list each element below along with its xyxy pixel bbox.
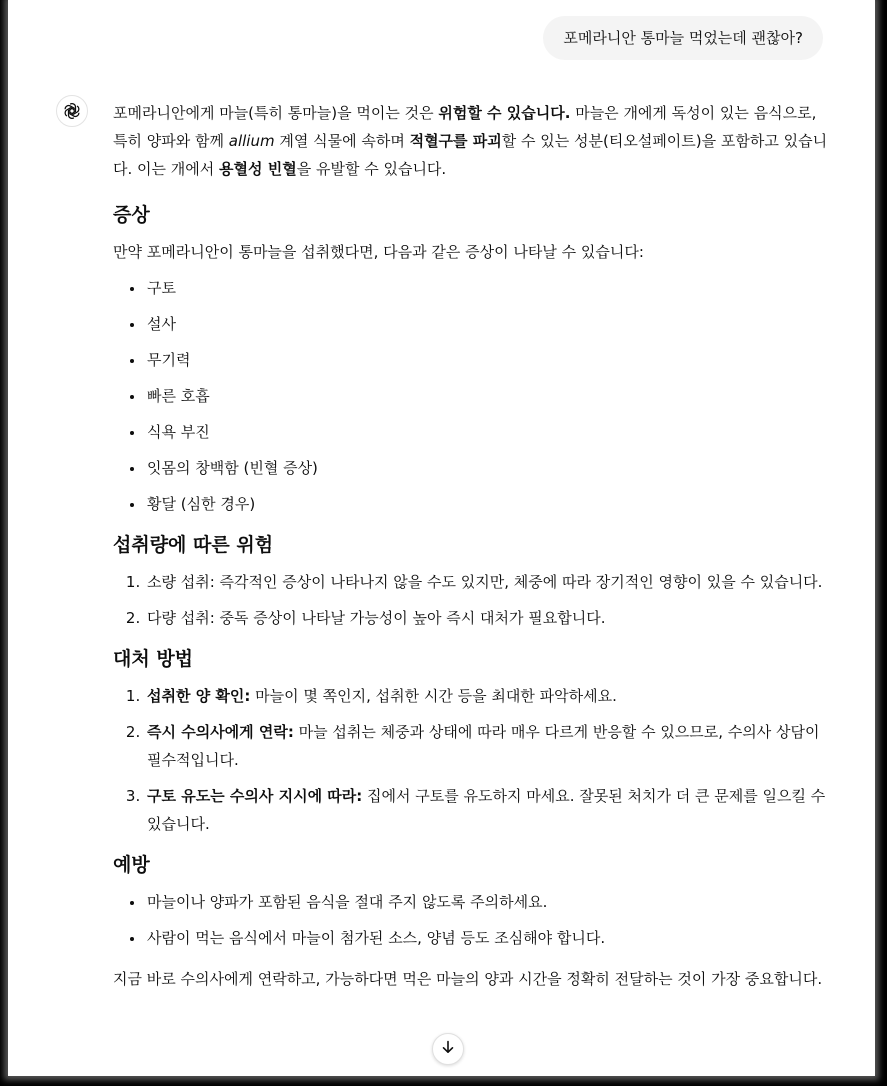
- action-list: [113, 682, 828, 838]
- list-item: • 황달 (심한 경우): [145, 490, 828, 518]
- list-item: [145, 718, 828, 774]
- intro-text: 포메라니안에게 마늘(특히 통마늘)을 먹이는 것은: [113, 104, 439, 122]
- action-item-text: 마늘이 몇 쪽인지, 섭취한 시간 등을 최대한 파악하세요.: [250, 687, 617, 705]
- action-item-bold: 섭취한 양 확인:: [147, 687, 251, 705]
- intro-text: 계열 식물에 속하며: [274, 132, 410, 150]
- list-item: • 무기력: [145, 346, 828, 374]
- symptoms-lead: 만약 포메라니안이 통마늘을 섭취했다면, 다음과 같은 증상이 나타날 수 있습니다:: [113, 243, 644, 261]
- intro-paragraph: [113, 99, 828, 183]
- list-item: [145, 782, 828, 838]
- action-item-bold: 구토 유도는 수의사 지시에 따라:: [147, 787, 363, 805]
- symptoms-heading: 증상: [113, 204, 150, 226]
- list-item: • 마늘이나 양파가 포함된 음식을 절대 주지 않도록 주의하세요.: [145, 888, 828, 916]
- risk-heading: 섭취량에 따른 위험: [113, 534, 274, 556]
- intro-text: 을 유발할 수 있습니다.: [296, 160, 447, 178]
- intro-italic-allium: allium: [228, 132, 275, 150]
- list-item: [145, 682, 828, 710]
- chat-window: [8, 0, 875, 1076]
- action-item-bold: 즉시 수의사에게 연락:: [147, 723, 294, 741]
- prevention-heading: 예방: [113, 854, 150, 876]
- list-item: 1. 소량 섭취: 즉각적인 증상이 나타나지 않을 수도 있지만, 체중에 따라 장기적인 영향이 있을 수 있습니다.: [145, 568, 828, 596]
- intro-bold-danger: 위험할 수 있습니다.: [438, 104, 571, 122]
- list-item: • 식욕 부진: [145, 418, 828, 446]
- closing-paragraph: 지금 바로 수의사에게 연락하고, 가능하다면 먹은 마늘의 양과 시간을 정확히 전달하는 것이 가장 중요합니다.: [113, 970, 823, 988]
- intro-text: 마늘은 개에게 독성이 있는 음식으로, 특히 양파와 함께: [113, 104, 817, 150]
- list-item: • 잇몸의 창백함 (빈혈 증상): [145, 454, 828, 482]
- list-item: • 빠른 호흡: [145, 382, 828, 410]
- action-heading: 대처 방법: [113, 648, 194, 670]
- user-message-bubble: 포메라니안 통마늘 먹었는데 괜찮아?: [543, 16, 823, 60]
- action-item-text: 집에서 구토를 유도하지 마세요. 잘못된 처치가 더 큰 문제를 일으킬 수 있습니다.: [147, 787, 826, 833]
- intro-text: 할 수 있는 성분(티오설페이트)을 포함하고 있습니다. 이는 개에서: [113, 132, 828, 178]
- openai-logo-icon: [56, 95, 88, 127]
- list-item: • 구토: [145, 274, 828, 302]
- prevention-list: [113, 888, 828, 952]
- arrow-down-icon: [440, 1039, 456, 1059]
- assistant-answer: [113, 99, 828, 993]
- intro-bold-rbc: 적혈구를 파괴: [409, 132, 502, 150]
- list-item: • 사람이 먹는 음식에서 마늘이 첨가된 소스, 양념 등도 조심해야 합니다.: [145, 924, 828, 952]
- scroll-to-bottom-button[interactable]: [432, 1033, 464, 1065]
- action-item-text: 마늘 섭취는 체중과 상태에 따라 매우 다르게 반응할 수 있으므로, 수의사 상담이 필수적입니다.: [147, 723, 820, 769]
- intro-bold-anemia: 용혈성 빈혈: [219, 160, 297, 178]
- list-item: 2. 다량 섭취: 중독 증상이 나타날 가능성이 높아 즉시 대처가 필요합니다.: [145, 604, 828, 632]
- symptoms-list: [113, 274, 828, 518]
- risk-list: [113, 568, 828, 632]
- list-item: • 설사: [145, 310, 828, 338]
